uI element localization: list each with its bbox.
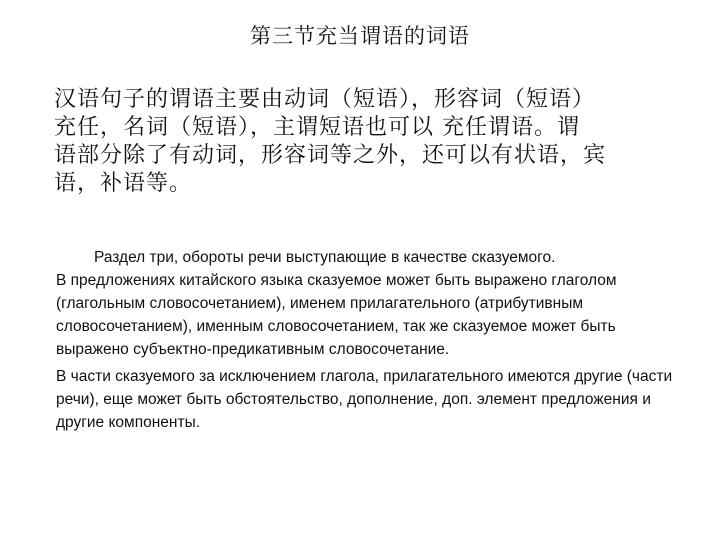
chinese-line-2: 充任，名词（短语），主谓短语也可以 充任谓语。谓 <box>54 115 580 140</box>
russian-paragraph-1: В предложениях китайского языка сказуемое может быть выражено глаголом (глагольным словосочетанием), именем прилагательного (атрибутивным словосочетанием), именным словосочетанием, так же сказуемое может быть выражено субъектно-предикативным словосочетание. <box>56 272 617 358</box>
chinese-line-4: 语，补语等。 <box>54 171 193 196</box>
chinese-paragraph <box>54 86 684 198</box>
slide-title: 第三节充当谓语的词语 <box>250 24 470 48</box>
russian-paragraph-2: В части сказуемого за исключением глагола, прилагательного имеются другие (части речи), еще может быть обстоятельство, дополнение, доп. элемент предложения и другие компоненты. <box>56 368 673 431</box>
russian-heading: Раздел три, обороты речи выступающие в качестве сказуемого. <box>94 249 556 266</box>
chinese-line-3: 语部分除了有动词，形容词等之外，还可以有状语，宾 <box>54 143 607 168</box>
chinese-line-1: 汉语句子的谓语主要由动词（短语），形容词（短语） <box>54 87 596 112</box>
russian-translation <box>56 246 686 434</box>
